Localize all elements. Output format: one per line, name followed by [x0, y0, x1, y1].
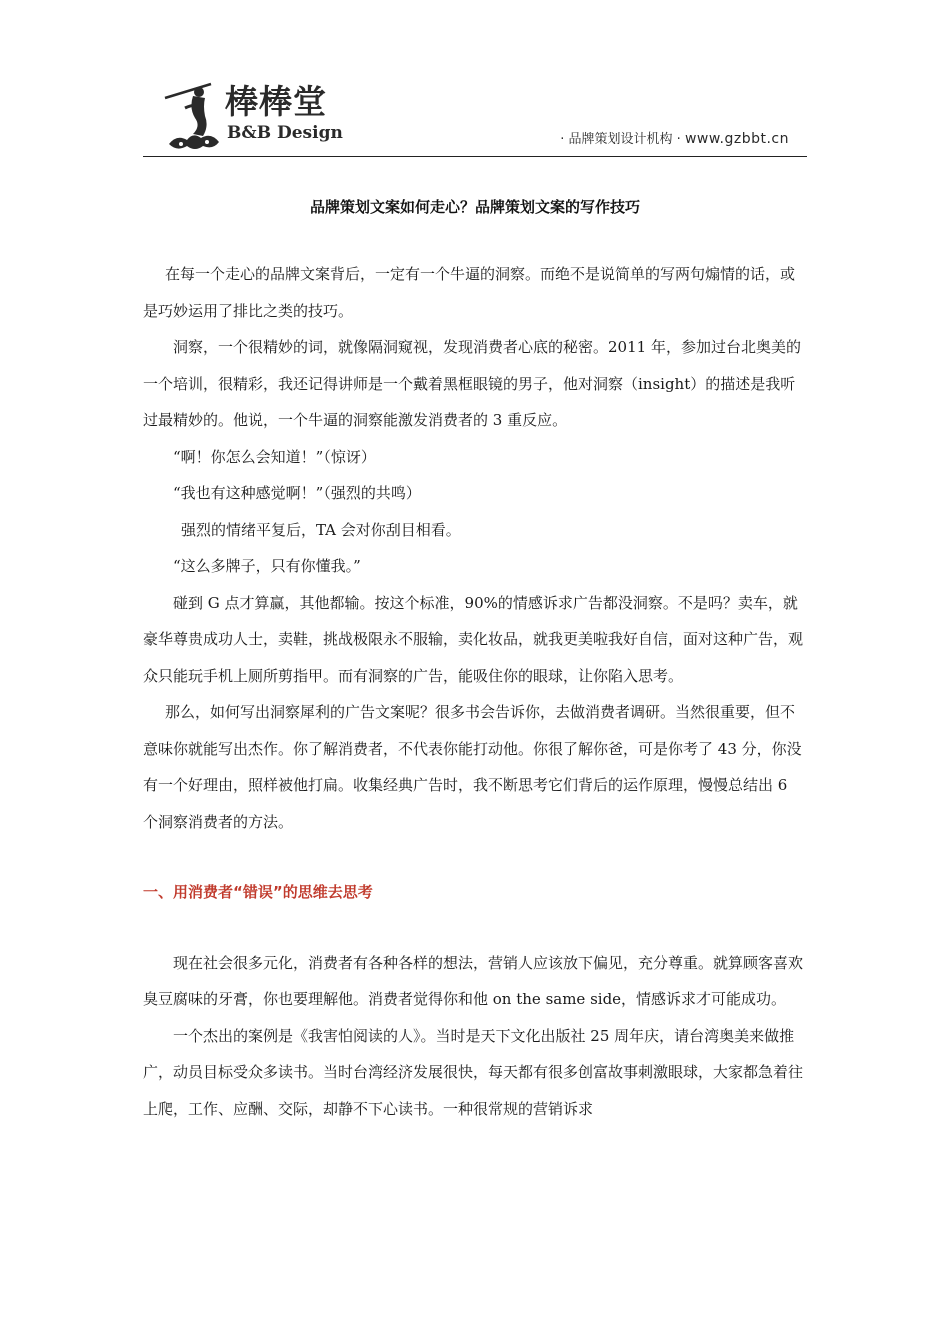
paragraph: 那么，如何写出洞察犀利的广告文案呢？很多书会告诉你，去做消费者调研。当然很重要，但不意味你就能写出杰作。你了解消费者，不代表你能打动他。你很了解你爸，可是你考了 43 分，你没有一个好理由，照样被他打扁。收集经典广告时，我不断思考它们背后的运作原理，慢慢总结出 6 个洞察消费者的方法。	[143, 703, 802, 831]
logo-chinese-name: 棒棒堂	[225, 82, 327, 121]
paragraph: “这么多牌子，只有你懂我。”	[173, 557, 361, 575]
article-body	[143, 256, 807, 1127]
paragraph: 一个杰出的案例是《我害怕阅读的人》。当时是天下文化出版社 25 周年庆，请台湾奥美来做推广，动员目标受众多读书。当时台湾经济发展很快，每天都有很多创富故事刺激眼球，大家都急着往上爬，工作、应酬、交际，却静不下心读书。一种很常规的营销诉求	[143, 1026, 804, 1118]
monkey-king-logo-icon	[163, 78, 223, 154]
page-header	[143, 70, 807, 157]
website-domain: www.gzbbt.cn	[684, 131, 789, 147]
paragraph: 强烈的情绪平复后，TA 会对你刮目相看。	[181, 520, 461, 539]
section-heading: 一、用消费者“错误”的思维去思考	[143, 883, 373, 901]
tagline-text: · 品牌策划设计机构 ·	[560, 132, 685, 147]
paragraph: 现在社会很多元化，消费者有各种各样的想法，营销人应该放下偏见，充分尊重。就算顾客喜欢臭豆腐味的牙膏，你也要理解他。消费者觉得你和他 on the same side，情感诉求才可能成功。	[143, 953, 804, 1008]
paragraph: 洞察，一个很精妙的词，就像隔洞窥视，发现消费者心底的秘密。2011 年，参加过台北奥美的一个培训，很精彩，我还记得讲师是一个戴着黑框眼镜的男子，他对洞察（insight）的描述是我听过最精妙的。他说，一个牛逼的洞察能激发消费者的 3 重反应。	[143, 338, 801, 429]
paragraph: “啊！你怎么会知道！”（惊讶）	[173, 447, 376, 466]
header-tagline	[560, 128, 789, 147]
document-title: 品牌策划文案如何走心？品牌策划文案的写作技巧	[309, 198, 640, 216]
paragraph: 在每一个走心的品牌文案背后，一定有一个牛逼的洞察。而绝不是说简单的写两句煽情的话，或是巧妙运用了排比之类的技巧。	[143, 265, 796, 320]
paragraph: “我也有这种感觉啊！”（强烈的共鸣）	[173, 484, 421, 502]
logo-english-name: B&B Design	[227, 123, 343, 143]
paragraph: 碰到 G 点才算赢，其他都输。按这个标准，90%的情感诉求广告都没洞察。不是吗？卖车，就豪华尊贵成功人士，卖鞋，挑战极限永不服输，卖化妆品，就我更美啦我好自信，面对这种广告，观众只能玩手机上厕所剪指甲。而有洞察的广告，能吸住你的眼球，让你陷入思考。	[143, 593, 804, 685]
